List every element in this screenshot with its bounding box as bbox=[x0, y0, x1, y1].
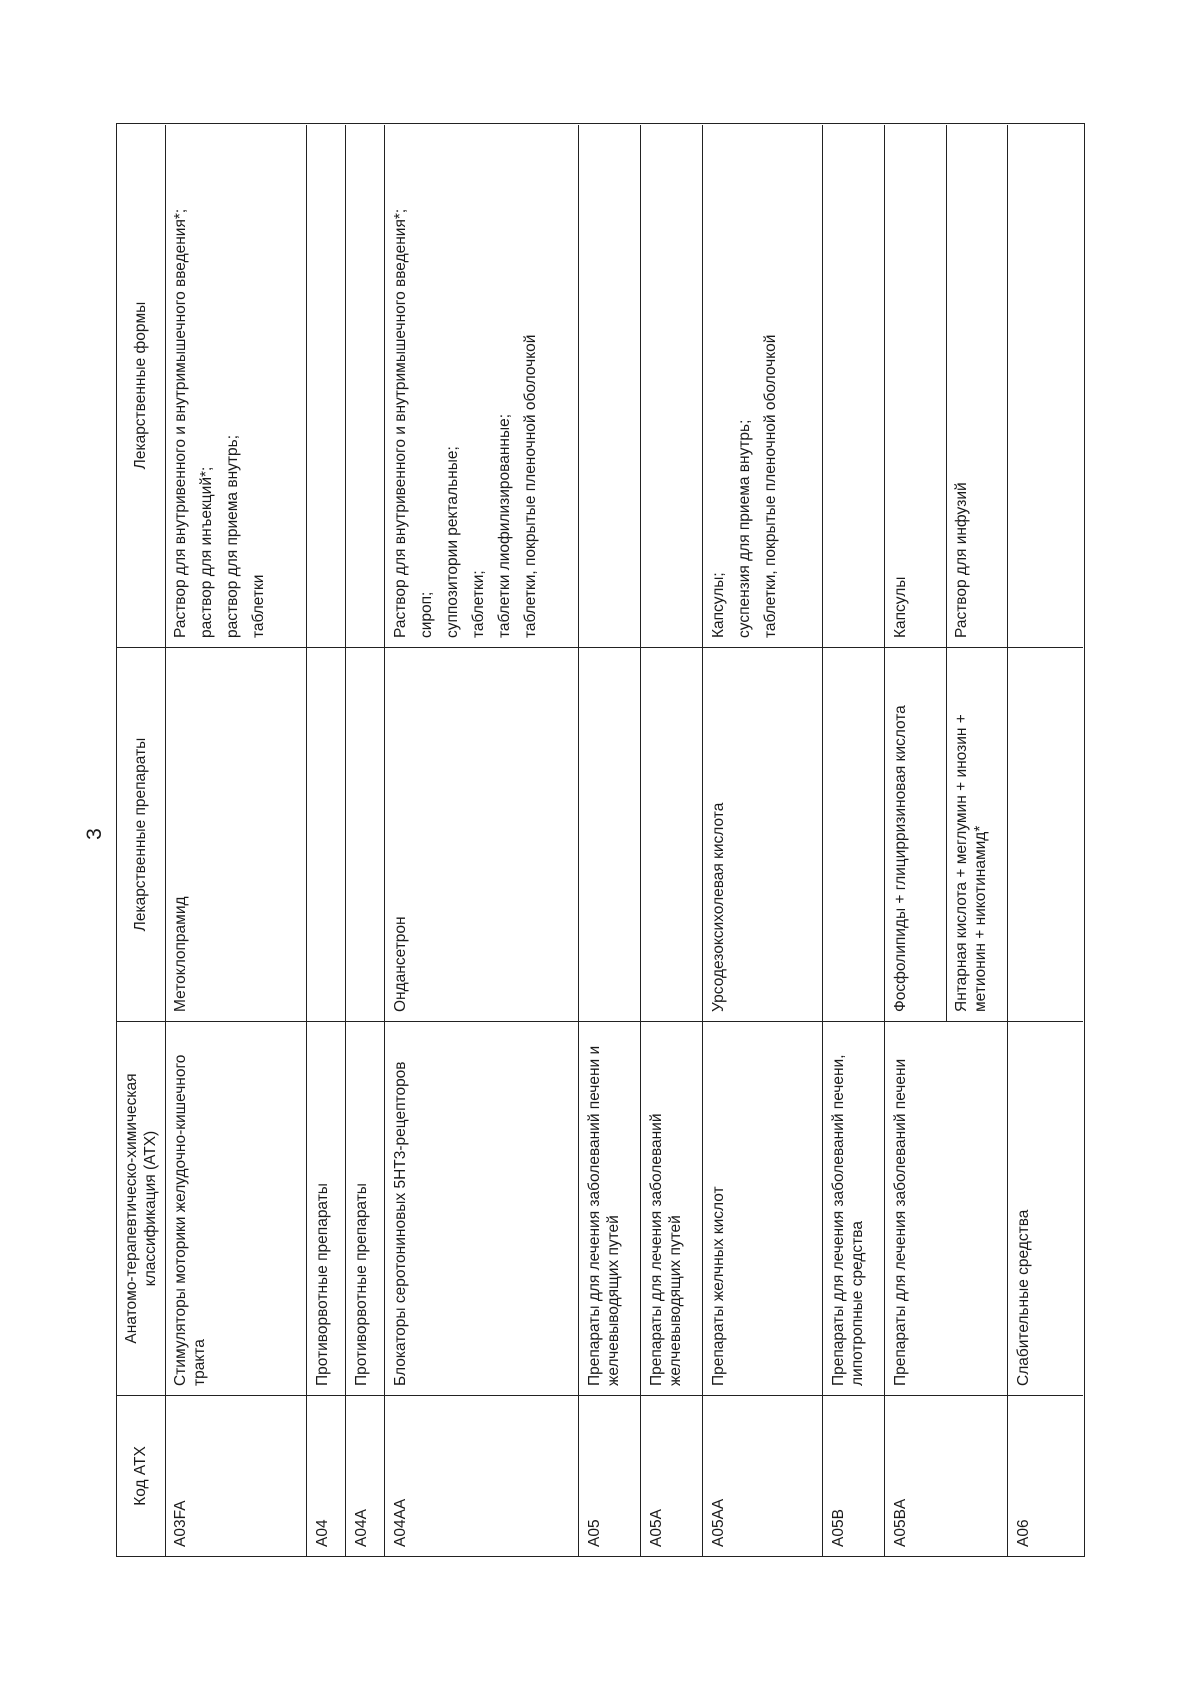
header-code: Код АТХ bbox=[132, 1446, 149, 1506]
row-code: A03FA bbox=[172, 1500, 189, 1547]
header-forms: Лекарственные формы bbox=[132, 301, 149, 470]
row-class: Слабительные средства bbox=[1015, 1209, 1032, 1386]
row-divider bbox=[345, 125, 346, 1556]
row-divider bbox=[884, 125, 885, 1556]
form-item: Раствор для внутривенного и внутримышечного введения*; bbox=[172, 208, 189, 638]
form-item: раствор для инъекций*; bbox=[198, 466, 215, 638]
row-drug: Ондансетрон bbox=[392, 916, 409, 1012]
row-code: A05 bbox=[586, 1519, 603, 1547]
form-item: таблетки; bbox=[470, 570, 487, 638]
form-item: сироп; bbox=[418, 591, 435, 638]
row-class: Блокаторы серотониновых 5НТ3-рецепторов bbox=[392, 1061, 409, 1386]
row-divider bbox=[578, 125, 579, 1556]
form-item: таблетки, покрытые пленочной оболочкой bbox=[522, 334, 539, 638]
row-class: Препараты для лечения заболеваний печени bbox=[892, 1058, 909, 1386]
row-divider bbox=[822, 125, 823, 1556]
row-divider bbox=[640, 125, 641, 1556]
form-item: таблетки, покрытые пленочной оболочкой bbox=[762, 334, 779, 638]
row-code: A05B bbox=[830, 1509, 847, 1547]
form-item: Раствор для инфузий bbox=[953, 482, 970, 638]
row-divider bbox=[384, 125, 385, 1556]
form-item: таблетки bbox=[250, 574, 267, 638]
row-forms bbox=[171, 133, 268, 638]
col-divider-3 bbox=[117, 647, 1083, 648]
row-class: Препараты для лечения заболеваний печени, липотропные средства bbox=[830, 1054, 866, 1386]
form-item: Капсулы; bbox=[710, 572, 727, 638]
row-class: Препараты желчных кислот bbox=[710, 1186, 727, 1386]
col-divider-2 bbox=[117, 1021, 1083, 1022]
row-forms bbox=[891, 133, 910, 638]
row-forms bbox=[709, 133, 780, 638]
row-drug: Янтарная кислота + меглумин + инозин + метионин + никотинамид* bbox=[953, 714, 989, 1012]
page-number: 3 bbox=[83, 828, 106, 840]
row-code: A05A bbox=[648, 1509, 665, 1547]
row-code: A05BA bbox=[892, 1498, 909, 1547]
row-code: A04A bbox=[353, 1509, 370, 1547]
row-divider bbox=[165, 125, 166, 1556]
row-class: Стимуляторы моторики желудочно-кишечного тракта bbox=[172, 1054, 208, 1386]
form-item: Капсулы bbox=[892, 576, 909, 638]
form-item: суппозитории ректальные; bbox=[444, 446, 461, 638]
row-drug: Фосфолипиды + глицирризиновая кислота bbox=[892, 705, 909, 1012]
row-divider bbox=[306, 125, 307, 1556]
row-drug: Метоклопрамид bbox=[172, 896, 189, 1012]
row-forms bbox=[391, 133, 540, 638]
row-divider bbox=[1007, 125, 1008, 1556]
row-class: Противорвотные препараты bbox=[314, 1183, 331, 1386]
row-forms bbox=[952, 133, 971, 638]
form-item: суспензия для приема внутрь; bbox=[736, 419, 753, 638]
row-drug: Урсодезоксихолевая кислота bbox=[710, 802, 727, 1012]
row-code: A05AA bbox=[710, 1498, 727, 1547]
header-class: Анатомо-терапевтическо-химическая классификация (АТХ) bbox=[123, 1073, 159, 1344]
form-item: раствор для приема внутрь; bbox=[224, 434, 241, 638]
form-item: таблетки лиофилизированные; bbox=[496, 413, 513, 638]
row-code: A04AA bbox=[392, 1498, 409, 1547]
row-code: A04 bbox=[314, 1519, 331, 1547]
row-class: Препараты для лечения заболеваний желчевыводящих путей bbox=[648, 1113, 684, 1386]
form-item: Раствор для внутривенного и внутримышечного введения*; bbox=[392, 208, 409, 638]
drug-table bbox=[116, 123, 1085, 1557]
row-class: Противорвотные препараты bbox=[353, 1183, 370, 1386]
row-class: Препараты для лечения заболеваний печени и желчевыводящих путей bbox=[586, 1045, 622, 1386]
row-code: A06 bbox=[1015, 1519, 1032, 1547]
row-divider bbox=[702, 125, 703, 1556]
row-divider-partial bbox=[946, 125, 947, 1022]
col-divider-1 bbox=[117, 1395, 1083, 1396]
header-drug: Лекарственные препараты bbox=[132, 737, 149, 932]
